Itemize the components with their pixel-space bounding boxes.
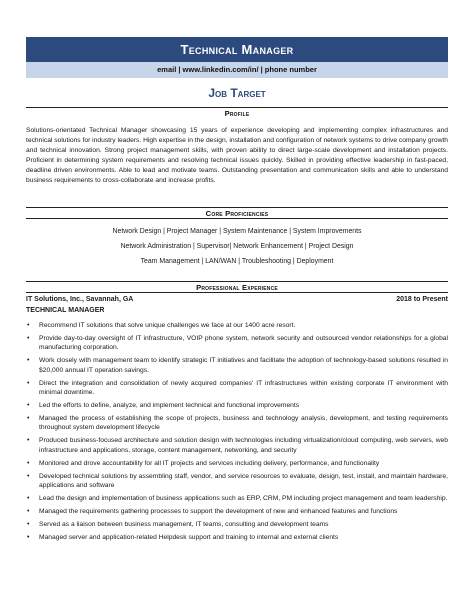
bullet-icon: • bbox=[27, 414, 30, 422]
bullet-icon: • bbox=[27, 520, 30, 528]
list-item: • Recommend IT solutions that solve unique challenges we face at our 1400 acre resort. bbox=[27, 322, 296, 329]
job-title: TECHNICAL MANAGER bbox=[26, 307, 105, 314]
job-company-row bbox=[26, 296, 448, 303]
list-item: • Direct the integration and consolidation of newly acquired companies' IT infrastructures within existing corporate IT environment with minimal downtime. bbox=[27, 379, 448, 397]
list-item: • Served as a liaison between business management, IT teams, consulting and development teams bbox=[27, 520, 329, 528]
competencies-heading: Core Proficiencies bbox=[26, 207, 448, 219]
job-company: IT Solutions, Inc., Savannah, GA bbox=[26, 296, 134, 303]
experience-heading: Professional Experience bbox=[26, 281, 448, 293]
profile-text: Solutions-orientated Technical Manager showcasing 15 years of experience developing and implementing complex infrastructures and technical solutions for industry leaders. High expertise in the design, installation and configuration of network systems to drive company growth and technical innovation. Strong project management skills, with proven ability to direct large-scale development and installation projects. Proficient in determining system requirements and resolving technical issues quickly. Skilled in providing effective leadership in fast-paced, deadline driven environments. Able to lead and motivate teams. Outstanding presentation and communication skills and able to understand business requirements to cross-collaborate and increase profits. bbox=[26, 127, 448, 184]
bullet-icon: • bbox=[27, 437, 30, 445]
bullet-icon: • bbox=[27, 379, 30, 387]
bullet-icon: • bbox=[27, 459, 30, 467]
list-item: • Provide day-to-day oversight of IT infrastructure, VOIP phone system, network security and outsourced vendor relationships for a global manufacturing corporation. bbox=[27, 334, 448, 352]
list-item: • Developed technical solutions by assembling staff, vendor, and service resources to evaluate, design, test, install, and maintain hardware, applications and software bbox=[27, 472, 448, 490]
list-item: • Lead the design and implementation of business applications such as ERP, CRM, PM including project management and team leadership. bbox=[27, 495, 448, 503]
profile-heading: Profile bbox=[26, 107, 448, 119]
competency-line: Network Administration | Supervisor| Network Enhancement | Project Design bbox=[120, 243, 354, 250]
list-item: • Managed the requirements gathering processes to support the development of new and enhanced features and functions bbox=[27, 507, 398, 515]
list-item: • Work closely with management team to identify strategic IT initiatives and facilitate the adoption of technology-based solutions resulted in $20,000 annual IT operation savings. bbox=[27, 357, 448, 374]
bullet-icon: • bbox=[27, 507, 30, 515]
list-item: • Managed the process of establishing the scope of projects, business and technology analysis, development, and testing requirements throughout system development lifecycle bbox=[27, 414, 448, 432]
list-item: • Monitored and drove accountability for all IT projects and services including delivery, performance, and functionality bbox=[27, 459, 380, 467]
list-item: • Managed server and application-related Helpdesk support and training to internal and external clients bbox=[27, 533, 339, 541]
bullet-icon: • bbox=[27, 357, 30, 365]
job-dates: 2018 to Present bbox=[396, 296, 448, 303]
bullet-icon: • bbox=[27, 472, 30, 480]
bullet-icon: • bbox=[27, 495, 30, 503]
contact-line: email | www.linkedin.com/in/ | phone number bbox=[26, 62, 448, 78]
job-target-heading: Job Target bbox=[208, 86, 266, 100]
bullet-icon: • bbox=[27, 322, 30, 329]
list-item: • Led the efforts to define, analyze, and implement technical and functional improvements bbox=[27, 402, 300, 410]
bullet-icon: • bbox=[27, 334, 30, 342]
competency-line: Network Design | Project Manager | System Maintenance | System Improvements bbox=[112, 228, 362, 235]
bullet-icon: • bbox=[27, 533, 30, 541]
list-item: • Produced business-focused architecture and solution design with technologies including virtualization/cloud computing, web servers, web infrastructure and applications, storage, content management, networking, and security bbox=[27, 437, 448, 454]
bullet-icon: • bbox=[27, 402, 30, 410]
competency-line: Team Management | LAN/WAN | Troubleshooting | Deployment bbox=[140, 258, 334, 265]
name-banner: Technical Manager bbox=[26, 37, 448, 62]
experience-bullets bbox=[26, 321, 448, 546]
